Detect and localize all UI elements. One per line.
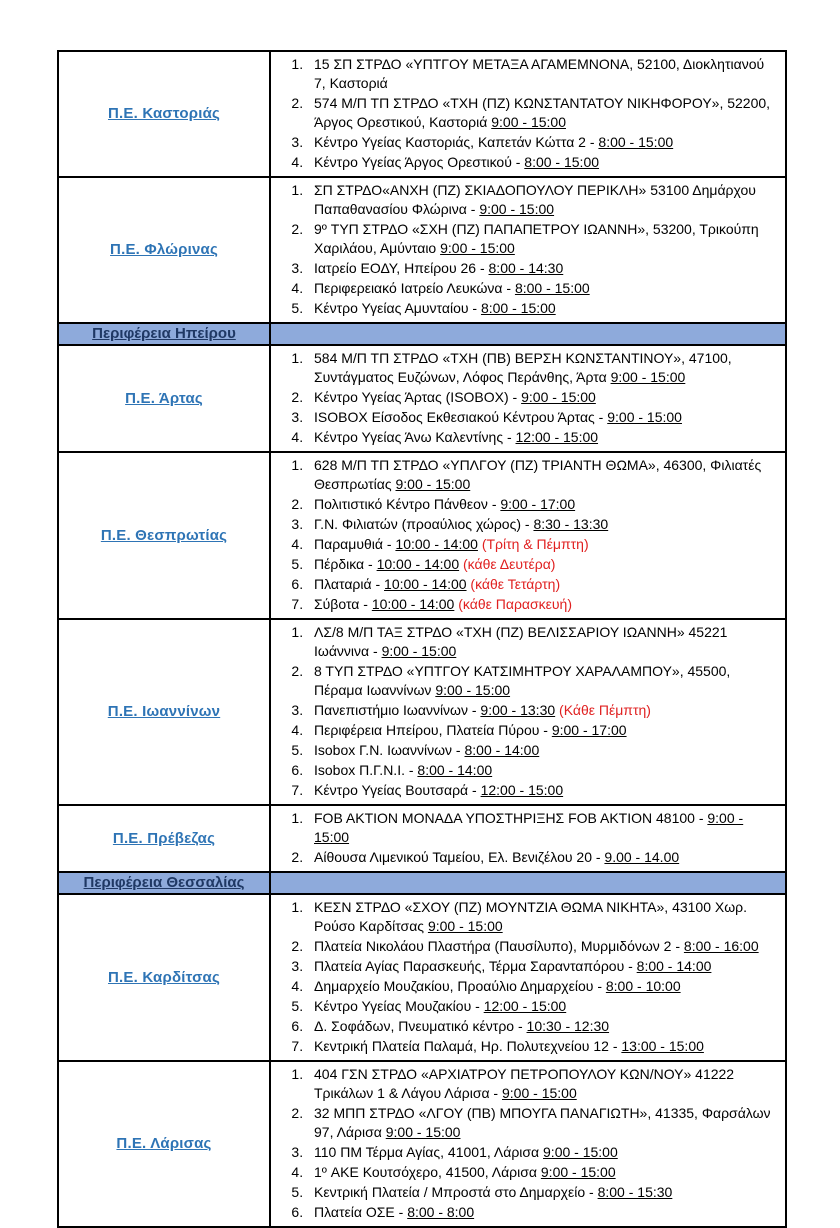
site-text: 574 Μ/Π ΤΠ ΣΤΡΔΟ «ΤΧΗ (ΠΖ) ΚΩΝΣΤΑΝΤΑΤΟΥ ΝΙΚΗΦΟΡΟΥ», 52200, Άργος Ορεστικού, Καστοριά xyxy=(314,95,771,130)
site-text: 584 Μ/Π ΤΠ ΣΤΡΔΟ «ΤΧΗ (ΠΒ) ΒΕΡΣΗ ΚΩΝΣΤΑΝΤΙΝΟΥ», 47100, Συντάγματος Ευζώνων, Λόφος Περάνθης, Άρτα xyxy=(314,350,732,385)
site-text: Πολιτιστικό Κέντρο Πάνθεον - xyxy=(314,496,501,512)
site-hours: 9:00 - 15:00 xyxy=(440,240,515,256)
site-text: ΚΕΣΝ ΣΤΡΔΟ «ΣΧΟΥ (ΠΖ) ΜΟΥΝΤΖΙΑ ΘΩΜΑ ΝΙΚΗΤΑ», 43100 Χωρ. Ρούσο Καρδίτσας xyxy=(314,899,748,934)
site-item xyxy=(307,997,777,1016)
region-cell xyxy=(58,345,270,452)
sites-cell xyxy=(270,1061,786,1227)
site-item xyxy=(307,977,777,996)
site-hours: 9:00 - 13:30 xyxy=(480,702,556,718)
site-text: FOB AKTION ΜΟΝΑΔΑ ΥΠΟΣΤΗΡΙΞΗΣ FOB AKTION 48100 - xyxy=(314,810,708,826)
site-text: Πλαταριά - xyxy=(314,576,385,592)
site-text: 8 ΤΥΠ ΣΤΡΔΟ «ΥΠΤΓΟΥ ΚΑΤΣΙΜΗΤΡΟΥ ΧΑΡΑΛΑΜΠΟΥ», 45500, Πέραμα Ιωαννίνων xyxy=(314,663,731,698)
section-header-label: Περιφέρεια Θεσσαλίας xyxy=(83,874,245,891)
site-hours: 8:00 - 14:30 xyxy=(488,260,564,276)
site-item xyxy=(307,55,777,93)
site-hours: 9:00 - 15:00 xyxy=(385,1124,461,1140)
table-row xyxy=(58,345,786,452)
site-item xyxy=(307,181,777,219)
site-hours: 10:00 - 14:00 xyxy=(395,536,478,552)
site-text: 628 Μ/Π ΤΠ ΣΤΡΔΟ «ΥΠΛΓΟΥ (ΠΖ) ΤΡΙΑΝΤΗ ΘΩΜΑ», 46300, Φιλιατές Θεσπρωτίας xyxy=(314,457,762,492)
sites-cell xyxy=(270,619,786,805)
region-cell xyxy=(58,894,270,1061)
sites-list xyxy=(271,623,777,800)
site-hours: 9:00 - 15:00 xyxy=(395,476,471,492)
site-item xyxy=(307,1065,777,1103)
site-text: ΛΣ/8 Μ/Π ΤΑΞ ΣΤΡΔΟ «ΤΧΗ (ΠΖ) ΒΕΛΙΣΣΑΡΙΟΥ ΙΩΑΝΝΗ» 45221 Ιωάννινα - xyxy=(314,624,728,659)
site-hours: 10:00 - 14:00 xyxy=(371,596,455,612)
site-hours: 8:00 - 15:00 xyxy=(480,300,556,316)
region-cell xyxy=(58,51,270,177)
site-hours: 9:00 - 15:00 xyxy=(435,682,511,698)
section-header-spacer xyxy=(270,872,786,894)
site-item xyxy=(307,701,777,720)
region-link[interactable]: Π.Ε. Καστοριάς xyxy=(107,105,221,122)
site-item xyxy=(307,515,777,534)
site-item xyxy=(307,1163,777,1182)
site-hours: 9:00 - 15:00 xyxy=(427,918,503,934)
region-link[interactable]: Π.Ε. Ιωαννίνων xyxy=(107,703,221,720)
site-text: Πανεπιστήμιο Ιωαννίνων - xyxy=(314,702,481,718)
sites-cell xyxy=(270,51,786,177)
site-text: 404 ΓΣΝ ΣΤΡΔΟ «ΑΡΧΙΑΤΡΟΥ ΠΕΤΡΟΠΟΥΛΟΥ ΚΩΝ/ΝΟΥ» 41222 Τρικάλων 1 & Λάγου Λάρισα - xyxy=(314,1066,735,1101)
site-hours: 8:00 - 16:00 xyxy=(683,938,759,954)
site-text: Γ.Ν. Φιλιατών (προαύλιος χώρος) - xyxy=(314,516,534,532)
site-item xyxy=(307,495,777,514)
site-item xyxy=(307,555,777,574)
site-text: Κέντρο Υγείας Άρτας (ISOBOX) - xyxy=(314,389,522,405)
site-text: Σύβοτα - xyxy=(314,596,372,612)
region-link[interactable]: Π.Ε. Πρέβεζας xyxy=(112,829,216,847)
site-day-note: (κάθε Τετάρτη) xyxy=(466,576,561,592)
site-item xyxy=(307,662,777,700)
site-text: 1º ΑΚΕ Κουτσόχερο, 41500, Λάρισα xyxy=(314,1164,541,1180)
site-text: Isobox Π.Γ.Ν.Ι. - xyxy=(314,762,418,778)
site-hours: 9:00 - 15:00 xyxy=(502,1085,577,1101)
site-hours: 8:00 - 14:00 xyxy=(636,958,712,974)
site-item xyxy=(307,848,777,867)
site-day-note: (Κάθε Πέμπτη) xyxy=(555,702,651,718)
site-hours: 8:00 - 15:00 xyxy=(598,134,674,150)
site-item xyxy=(307,94,777,132)
site-text: 15 ΣΠ ΣΤΡΔΟ «ΥΠΤΓΟΥ ΜΕΤΑΞΑ ΑΓΑΜΕΜΝΟΝΑ, 52100, Διοκλητιανού 7, Καστοριά xyxy=(314,56,765,91)
site-hours: 10:30 - 12:30 xyxy=(526,1018,610,1034)
sites-list xyxy=(271,55,777,172)
site-hours: 8:00 - 15:00 xyxy=(514,280,590,296)
site-text: Ιατρείο ΕΟΔΥ, Ηπείρου 26 - xyxy=(314,260,489,276)
site-day-note: (κάθε Παρασκευή) xyxy=(454,596,572,612)
site-text: Κέντρο Υγείας Άνω Καλεντίνης - xyxy=(314,429,516,445)
region-link[interactable]: Π.Ε. Λάρισας xyxy=(116,1135,212,1152)
site-hours: 10:00 - 14:00 xyxy=(384,576,467,592)
site-item xyxy=(307,957,777,976)
site-text: 110 ΠΜ Τέρμα Αγίας, 41001, Λάρισα xyxy=(314,1144,544,1160)
site-item xyxy=(307,721,777,740)
site-hours: 8:00 - 8:00 xyxy=(407,1204,475,1220)
site-item xyxy=(307,1143,777,1162)
site-item xyxy=(307,259,777,278)
site-item xyxy=(307,153,777,172)
site-text: Κεντρική Πλατεία Παλαμά, Ηρ. Πολυτεχνείου 12 - xyxy=(314,1038,622,1054)
sites-cell xyxy=(270,452,786,619)
site-hours: 9:00 - 15:00 xyxy=(521,389,596,405)
site-hours: 8:00 - 15:00 xyxy=(524,154,600,170)
site-text: Παραμυθιά - xyxy=(314,536,396,552)
sites-list xyxy=(271,809,777,867)
site-item xyxy=(307,535,777,554)
sites-list xyxy=(271,1065,777,1222)
table-row xyxy=(58,1061,786,1227)
site-text: Κέντρο Υγείας Βουτσαρά - xyxy=(314,782,481,798)
site-item xyxy=(307,408,777,427)
site-item xyxy=(307,937,777,956)
site-item xyxy=(307,279,777,298)
site-item xyxy=(307,761,777,780)
site-text: ISOBOX Είσοδος Εκθεσιακού Κέντρου Άρτας - xyxy=(314,409,608,425)
site-text: Δημαρχείο Μουζακίου, Προαύλιο Δημαρχείου - xyxy=(314,978,606,994)
site-item xyxy=(307,349,777,387)
sites-cell xyxy=(270,345,786,452)
site-item xyxy=(307,428,777,447)
site-text: Κεντρική Πλατεία / Μπροστά στο Δημαρχείο - xyxy=(314,1184,598,1200)
site-hours: 12:00 - 15:00 xyxy=(480,782,564,798)
site-hours: 9:00 - 15:00 xyxy=(540,1164,616,1180)
site-hours: 13:00 - 15:00 xyxy=(621,1038,704,1054)
sites-list xyxy=(271,456,777,614)
site-hours: 8:00 - 10:00 xyxy=(605,978,681,994)
site-text: Κέντρο Υγείας Καστοριάς, Καπετάν Κώττα 2 - xyxy=(314,134,599,150)
site-text: Isobox Γ.Ν. Ιωαννίνων - xyxy=(314,742,465,758)
site-hours: 9:00 - 15:00 xyxy=(314,810,744,845)
site-day-note: (κάθε Δευτέρα) xyxy=(459,556,556,572)
site-item xyxy=(307,220,777,258)
site-text: Αίθουσα Λιμενικού Ταμείου, Ελ. Βενιζέλου 20 - xyxy=(314,849,605,865)
section-header-row xyxy=(58,872,786,894)
section-header-label: Περιφέρεια Ηπείρου xyxy=(92,325,236,342)
region-cell xyxy=(58,805,270,872)
site-item xyxy=(307,456,777,494)
section-header-cell xyxy=(58,872,270,894)
site-text: 32 ΜΠΠ ΣΤΡΔΟ «ΛΓΟΥ (ΠΒ) ΜΠΟΥΓΑ ΠΑΝΑΓΙΩΤΗ», 41335, Φαρσάλων 97, Λάρισα xyxy=(314,1105,771,1140)
site-hours: 8:00 - 14:00 xyxy=(417,762,493,778)
site-item xyxy=(307,1037,777,1056)
site-hours: 10:00 - 14:00 xyxy=(376,556,460,572)
site-hours: 9:00 - 15:00 xyxy=(610,369,686,385)
site-item xyxy=(307,1203,777,1222)
sites-list xyxy=(271,898,777,1056)
region-link[interactable]: Π.Ε. Καρδίτσας xyxy=(108,968,220,986)
region-cell xyxy=(58,452,270,619)
region-link[interactable]: Π.Ε. Θεσπρωτίας xyxy=(100,526,228,544)
site-text: Πλατεία Νικολάου Πλαστήρα (Παυσίλυπο), Μυρμιδόνων 2 - xyxy=(314,938,684,954)
site-hours: 8:00 - 15:30 xyxy=(597,1184,673,1200)
site-text: Περιφερειακό Ιατρείο Λευκώνα - xyxy=(314,280,515,296)
site-hours: 9:00 - 15:00 xyxy=(543,1144,618,1160)
site-text: Κέντρο Υγείας Άργος Ορεστικού - xyxy=(314,154,525,170)
site-text: Πλατεία ΟΣΕ - xyxy=(314,1204,408,1220)
site-day-note: (Τρίτη & Πέμπτη) xyxy=(477,536,589,552)
table-row xyxy=(58,51,786,177)
site-hours: 9:00 - 15:00 xyxy=(381,643,457,659)
region-link[interactable]: Π.Ε. Άρτας xyxy=(125,389,203,407)
site-text: Δ. Σοφάδων, Πνευματικό κέντρο - xyxy=(314,1018,527,1034)
table-row xyxy=(58,177,786,323)
site-hours: 9.00 - 14.00 xyxy=(604,849,680,865)
site-item xyxy=(307,809,777,847)
site-hours: 12:00 - 15:00 xyxy=(515,429,599,445)
table-row xyxy=(58,452,786,619)
site-hours: 9:00 - 17:00 xyxy=(551,722,627,738)
site-hours: 9:00 - 15:00 xyxy=(491,114,566,130)
region-link[interactable]: Π.Ε. Φλώρινας xyxy=(110,241,218,258)
site-hours: 9:00 - 17:00 xyxy=(500,496,576,512)
site-hours: 9:00 - 15:00 xyxy=(479,201,555,217)
table-row xyxy=(58,619,786,805)
sites-cell xyxy=(270,894,786,1061)
table-row xyxy=(58,894,786,1061)
site-text: Πέρδικα - xyxy=(314,556,377,572)
site-item xyxy=(307,133,777,152)
schedule-table xyxy=(57,50,787,1228)
site-text: Πλατεία Αγίας Παρασκευής, Τέρμα Σαρανταπόρου - xyxy=(314,958,637,974)
site-item xyxy=(307,1017,777,1036)
site-hours: 12:00 - 15:00 xyxy=(483,998,567,1014)
site-text: Κέντρο Υγείας Αμυνταίου - xyxy=(314,300,481,316)
site-item xyxy=(307,388,777,407)
site-hours: 8:30 - 13:30 xyxy=(533,516,609,532)
site-hours: 9:00 - 15:00 xyxy=(607,409,682,425)
site-item xyxy=(307,1183,777,1202)
site-text: ΣΠ ΣΤΡΔΟ«ΑΝΧΗ (ΠΖ) ΣΚΙΑΔΟΠΟΥΛΟΥ ΠΕΡΙΚΛΗ» 53100 Δημάρχου Παπαθανασίου Φλώρινα - xyxy=(314,182,756,217)
site-text: Περιφέρεια Ηπείρου, Πλατεία Πύρου - xyxy=(314,722,552,738)
table-row xyxy=(58,805,786,872)
site-text: 9º ΤΥΠ ΣΤΡΔΟ «ΣΧΗ (ΠΖ) ΠΑΠΑΠΕΤΡΟΥ ΙΩΑΝΝΗ», 53200, Τρικούπη Χαριλάου, Αμύνταιο xyxy=(314,221,759,256)
sites-cell xyxy=(270,805,786,872)
site-item xyxy=(307,781,777,800)
section-header-spacer xyxy=(270,323,786,345)
sites-cell xyxy=(270,177,786,323)
region-cell xyxy=(58,619,270,805)
sites-list xyxy=(271,349,777,447)
site-item xyxy=(307,623,777,661)
site-text: Κέντρο Υγείας Μουζακίου - xyxy=(314,998,484,1014)
section-header-cell xyxy=(58,323,270,345)
site-hours: 8:00 - 14:00 xyxy=(464,742,540,758)
site-item xyxy=(307,575,777,594)
section-header-row xyxy=(58,323,786,345)
site-item xyxy=(307,595,777,614)
region-cell xyxy=(58,177,270,323)
region-cell xyxy=(58,1061,270,1227)
site-item xyxy=(307,898,777,936)
site-item xyxy=(307,1104,777,1142)
sites-list xyxy=(271,181,777,318)
site-item xyxy=(307,741,777,760)
site-item xyxy=(307,299,777,318)
